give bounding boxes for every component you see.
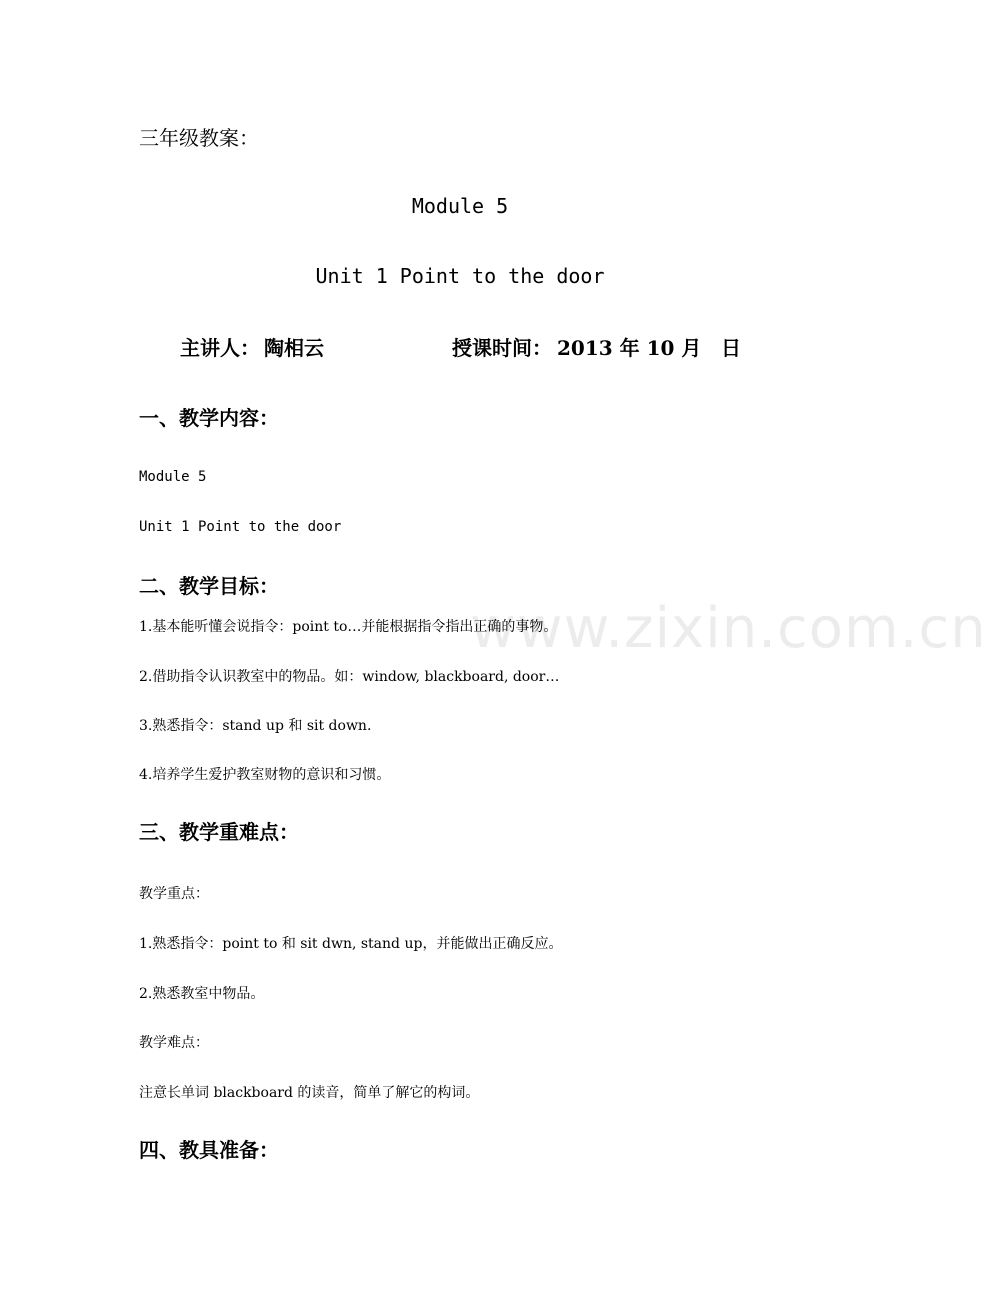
watermark: www.zixin.com.cn bbox=[470, 596, 987, 661]
module-title: Module 5 bbox=[411, 194, 509, 218]
teaching-time-day: 日 bbox=[721, 336, 741, 360]
difficulty-line: 注意长单词 blackboard 的读音，简单了解它的构词。 bbox=[139, 1085, 480, 1101]
focus-label: 教学重点： bbox=[139, 886, 209, 902]
difficulty-label: 教学难点： bbox=[139, 1035, 209, 1051]
section-heading-key-points: 三、教学重难点： bbox=[139, 820, 299, 844]
focus-line: 1.熟悉指令：point to 和 sit dwn, stand up，并能做出正确反应。 bbox=[139, 936, 563, 952]
focus-line: 2.熟悉教室中物品。 bbox=[139, 986, 265, 1002]
content-line: Unit 1 Point to the door bbox=[139, 519, 342, 535]
document-label: 三年级教案： bbox=[139, 126, 259, 150]
objective-line: 2.借助指令认识教室中的物品。如：window, blackboard, door… bbox=[139, 669, 560, 685]
lesson-meta bbox=[0, 332, 920, 362]
objective-line: 1.基本能听懂会说指令：point to…并能根据指令指出正确的事物。 bbox=[139, 619, 558, 635]
unit-title: Unit 1 Point to the door bbox=[315, 264, 605, 288]
teaching-time-value: 2013 年 10 月 bbox=[557, 336, 702, 360]
objective-line: 4.培养学生爱护教室财物的意识和习惯。 bbox=[139, 767, 391, 783]
teaching-time-label: 授课时间： bbox=[452, 336, 552, 360]
section-heading-objectives: 二、教学目标： bbox=[139, 574, 279, 598]
content-line: Module 5 bbox=[139, 469, 207, 485]
section-heading-materials: 四、教具准备： bbox=[139, 1138, 279, 1162]
section-heading-content: 一、教学内容： bbox=[139, 406, 279, 430]
presenter-name: 陶相云 bbox=[264, 336, 324, 360]
presenter-label: 主讲人： bbox=[180, 336, 260, 360]
objective-line: 3.熟悉指令：stand up 和 sit down. bbox=[139, 718, 372, 734]
